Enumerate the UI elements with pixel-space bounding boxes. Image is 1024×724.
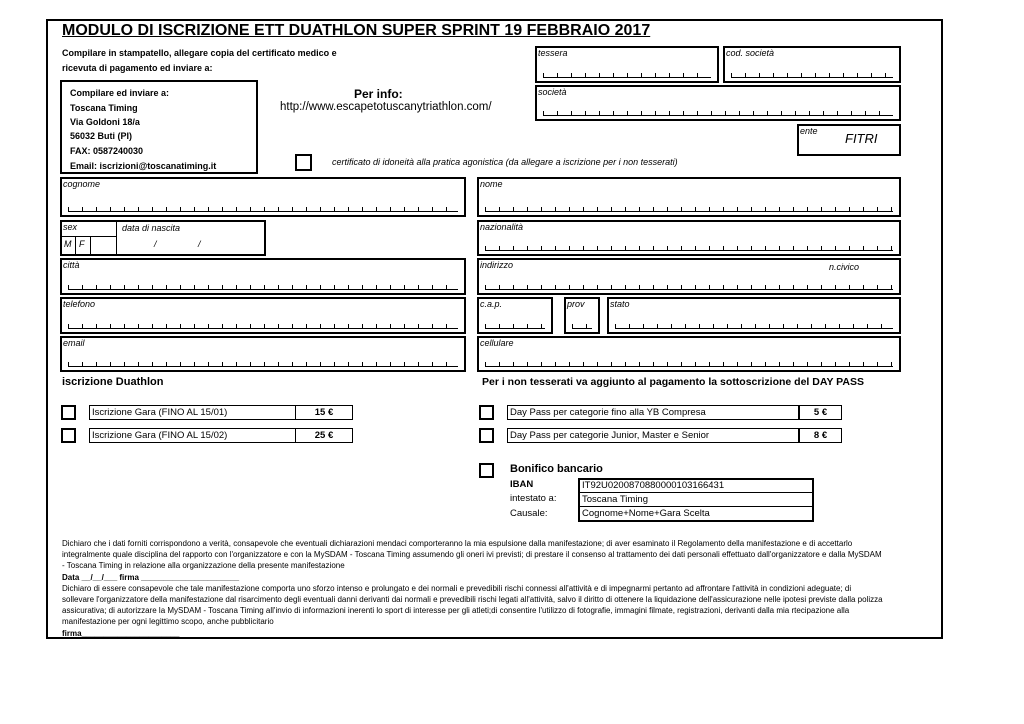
indirizzo-label: indirizzo <box>480 260 514 270</box>
daypass-option-2-label: Day Pass per categorie Junior, Master e Senior <box>507 428 799 443</box>
sex-m[interactable]: M <box>64 239 72 249</box>
legal-signature: firma______________________ <box>62 628 180 638</box>
societa-label: società <box>538 87 567 97</box>
citta-label: città <box>63 260 80 270</box>
legal-p1-line1: Dichiaro che i dati forniti corrispondono a verità, consapevole che eventuali dichiarazioni mendaci comporteranno la mia espulsione dalla manifestazione; di aver esaminato il Regolamento della manifestazione e di accettarlo <box>62 539 853 548</box>
prov-ticks <box>572 324 592 329</box>
cognome-field[interactable] <box>60 177 466 217</box>
citta-ticks <box>68 285 458 290</box>
intestato-value: Toscana Timing <box>580 493 812 507</box>
nome-field[interactable] <box>477 177 901 217</box>
nome-ticks <box>485 207 893 212</box>
email-ticks <box>68 362 458 367</box>
causale-value: Cognome+Nome+Gara Scelta <box>582 508 710 519</box>
societa-field[interactable] <box>535 85 901 121</box>
address-street: Via Goldoni 18/a <box>70 117 140 127</box>
ente-field[interactable] <box>797 124 901 156</box>
telefono-label: telefono <box>63 299 96 309</box>
telefono-ticks <box>68 324 458 329</box>
birth-date-slash-2: / <box>198 239 201 249</box>
iscrizione-option-1-price: 15 € <box>295 405 353 420</box>
iscrizione-option-1-checkbox[interactable] <box>61 405 76 420</box>
instructions-line-1: Compilare in stampatello, allegare copia del certificato medico e <box>62 48 337 58</box>
address-fax: FAX: 0587240030 <box>70 146 144 156</box>
prov-label: prov <box>567 299 585 309</box>
sex-birth-field <box>60 220 266 256</box>
stato-field[interactable] <box>607 297 901 334</box>
tessera-ticks <box>543 73 711 78</box>
iscrizione-option-2-price: 25 € <box>295 428 353 443</box>
bonifico-checkbox[interactable] <box>479 463 494 478</box>
indirizzo-ticks <box>485 285 893 290</box>
bonifico-heading: Bonifico bancario <box>510 463 603 475</box>
address-name: Toscana Timing <box>70 103 138 113</box>
daypass-heading: Per i non tesserati va aggiunto al pagamento la sottoscrizione del DAY PASS <box>482 376 864 388</box>
info-label: Per info: <box>354 87 403 101</box>
cap-field[interactable] <box>477 297 553 334</box>
tessera-field[interactable] <box>535 46 719 83</box>
daypass-option-1-label: Day Pass per categorie fino alla YB Compresa <box>507 405 799 420</box>
nazionalita-field[interactable] <box>477 220 901 256</box>
cap-ticks <box>485 324 545 329</box>
iscrizione-option-1-label: Iscrizione Gara (FINO AL 15/01) <box>89 405 296 420</box>
legal-date-signature: Data __/__/___ firma ______________________ <box>62 572 240 582</box>
cellulare-ticks <box>485 362 893 367</box>
iban-label: IBAN <box>510 479 534 490</box>
legal-p2-line3: assicurativa; di autorizzare la MySDAM - Toscana Timing all'invio di informazioni inerenti lo sport di interesse per gli atleti;di consentire l'utilizzo di fotografie, immagini filmate, registrazioni, derivanti dalla mia rtecipazione alla <box>62 606 850 616</box>
birth-date-slash-1: / <box>154 239 157 249</box>
info-url[interactable]: http://www.escapetotuscanytriathlon.com/ <box>280 101 492 113</box>
form-title: MODULO DI ISCRIZIONE ETT DUATHLON SUPER SPRINT 19 FEBBRAIO 2017 <box>62 22 651 39</box>
address-header: Compilare ed inviare a: <box>70 88 170 98</box>
birth-date-label: data di nascita <box>122 223 181 233</box>
cellulare-label: cellulare <box>480 338 514 348</box>
sex-f-divider <box>90 237 91 254</box>
instructions-line-2: ricevuta di pagamento ed inviare a: <box>62 63 213 73</box>
legal-text <box>62 538 932 639</box>
address-box <box>60 80 258 174</box>
cod-societa-ticks <box>731 73 893 78</box>
legal-p1-line2: integralmente quale disciplina del rapporto con l'organizzatore e con la MySDAM - Toscana Timing assumendo gli oneri ivi previsti; di prestare il consenso al trattamento dei dati personali effettuato dall'organizzatore e dalla MySDAM <box>62 550 882 560</box>
legal-p1-line3: - Toscana Timing in relazione alla organizzazione della presente manifestazione <box>62 561 345 571</box>
cognome-label: cognome <box>63 179 101 189</box>
ente-label: ente <box>800 126 818 136</box>
daypass-option-2-price: 8 € <box>799 428 842 443</box>
societa-ticks <box>543 111 893 116</box>
iban-value: IT92U0200870880000103166431 <box>580 480 812 493</box>
cellulare-field[interactable] <box>477 336 901 372</box>
nazionalita-label: nazionalità <box>480 222 524 232</box>
stato-ticks <box>615 324 893 329</box>
cap-label: c.a.p. <box>480 299 503 309</box>
indirizzo-field[interactable] <box>477 258 901 295</box>
telefono-field[interactable] <box>60 297 466 334</box>
sex-divider <box>62 236 116 237</box>
daypass-option-1-checkbox[interactable] <box>479 405 494 420</box>
certificate-label: certificato di idoneità alla pratica agonistica (da allegare a iscrizione per i non tesserati) <box>332 157 678 167</box>
legal-p2-line1: Dichiaro di essere consapevole che tale manifestazione comporta uno sforzo intenso e prolungato e dei normali e prevedibili rischi connessi all'attività e di impegnarmi pertanto ad affrontare l'attività in condizioni adeguate; di <box>62 583 852 593</box>
prov-field[interactable] <box>564 297 600 334</box>
cognome-ticks <box>68 207 458 212</box>
daypass-option-1-price: 5 € <box>799 405 842 420</box>
nome-label: nome <box>480 179 503 189</box>
cod-societa-field[interactable] <box>723 46 901 83</box>
ncivico-label: n.civico <box>829 262 860 272</box>
tessera-label: tessera <box>538 48 568 58</box>
sex-cell <box>62 222 117 254</box>
iscrizione-option-2-label: Iscrizione Gara (FINO AL 15/02) <box>89 428 296 443</box>
sex-label: sex <box>63 222 78 232</box>
iscrizione-heading: iscrizione Duathlon <box>62 376 164 388</box>
email-label: email <box>63 338 85 348</box>
legal-p2-line2: sollevare l'organizzatore della manifestazione dal risarcimento degli eventuali danni derivanti dai normali e prevedibili rischi legati all'attività, salvo il diritto di ottenere la liquidazione dell'assicurazione nelle ipotesi previste dalla polizza <box>62 595 883 605</box>
nazionalita-ticks <box>485 246 893 251</box>
daypass-option-2-checkbox[interactable] <box>479 428 494 443</box>
iscrizione-option-2-checkbox[interactable] <box>61 428 76 443</box>
address-city: 56032 Buti (PI) <box>70 131 133 141</box>
bonifico-details-box <box>578 478 814 522</box>
cod-societa-label: cod. società <box>726 48 775 58</box>
ente-value: FITRI <box>845 131 878 146</box>
stato-label: stato <box>610 299 630 309</box>
citta-field[interactable] <box>60 258 466 295</box>
intestato-label: intestato a: <box>510 493 557 504</box>
legal-p2-line4: manifestazione per ogni legittimo scopo, anche pubblicitario <box>62 617 274 627</box>
address-email: Email: iscrizioni@toscanatiming.it <box>70 161 217 171</box>
sex-m-divider <box>75 237 76 254</box>
causale-label: Causale: <box>510 508 548 519</box>
sex-f[interactable]: F <box>79 239 85 249</box>
email-field[interactable] <box>60 336 466 372</box>
certificate-checkbox[interactable] <box>295 154 312 171</box>
